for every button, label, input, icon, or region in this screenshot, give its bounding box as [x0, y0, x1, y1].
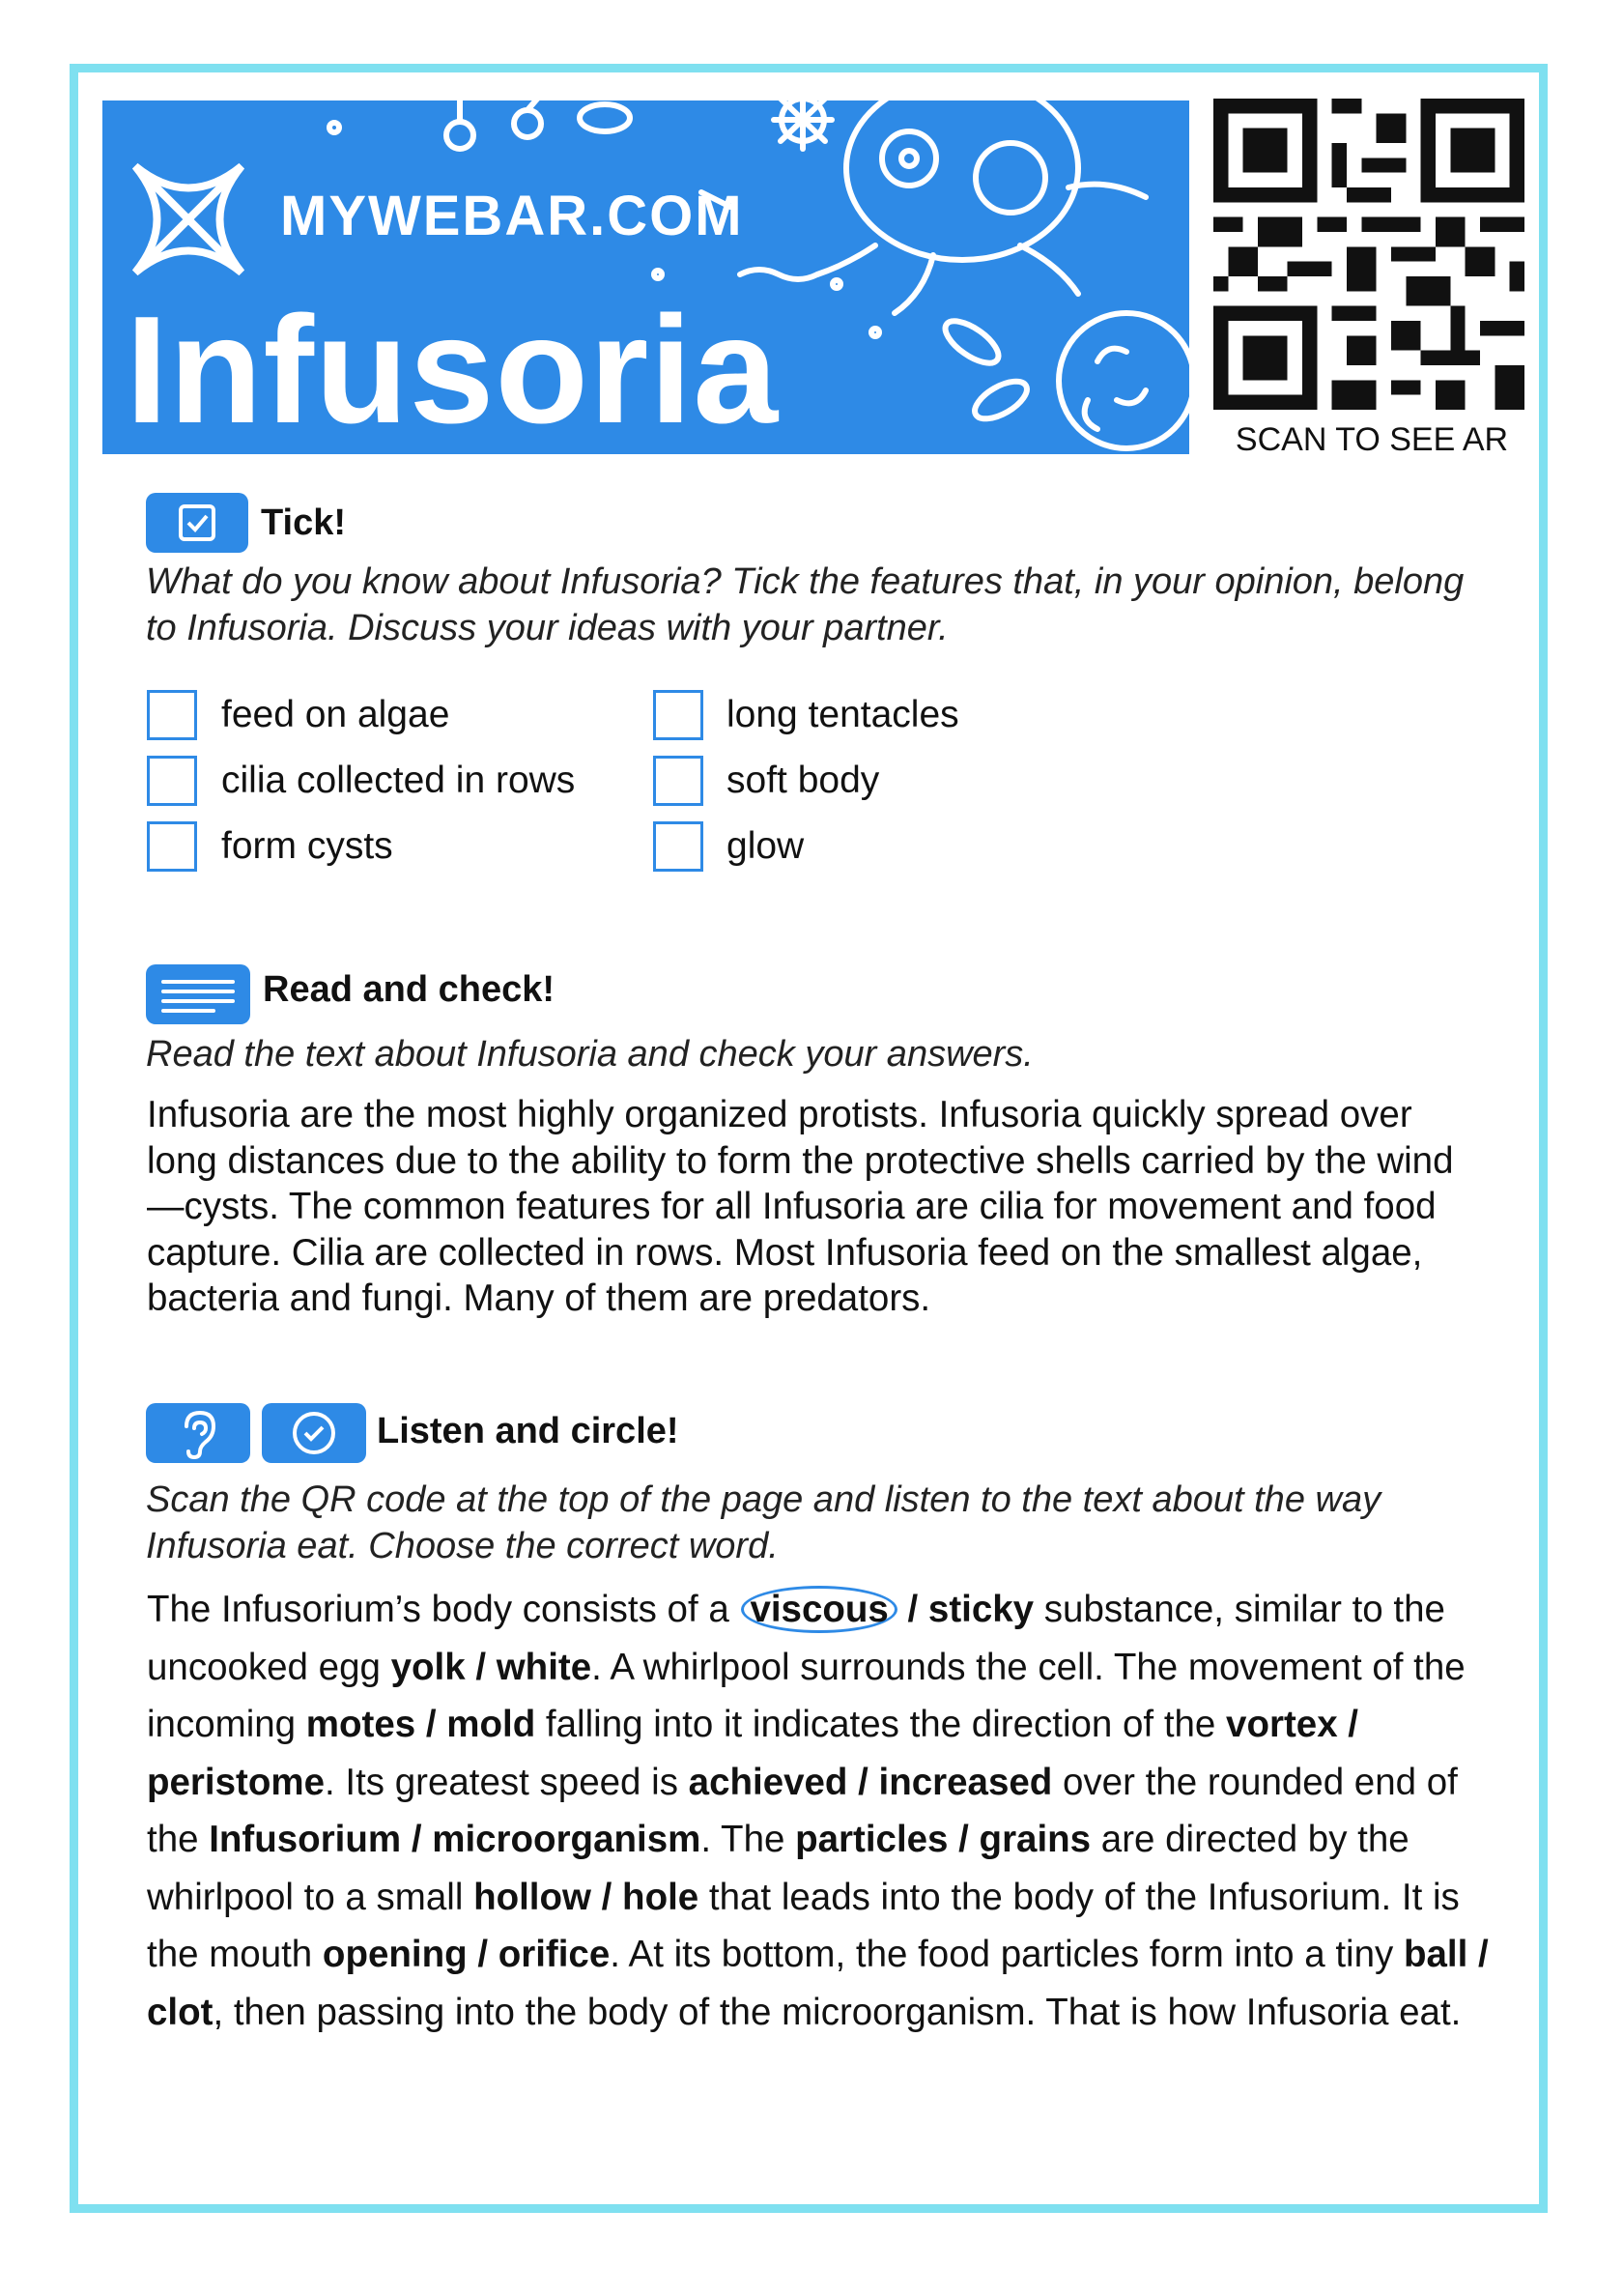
listen-heading: Listen and circle!	[377, 1411, 679, 1451]
checkbox-soft-body[interactable]	[653, 756, 703, 806]
text-segment: . At its bottom, the food particles form into a tiny	[610, 1934, 1404, 1975]
word-choice[interactable]: Infusorium / microorganism	[209, 1819, 701, 1860]
word-choice[interactable]: motes / mold	[305, 1704, 536, 1745]
option-label: long tentacles	[726, 694, 959, 735]
listen-text	[147, 1581, 1499, 2041]
circle-badge	[262, 1403, 366, 1463]
word-choice[interactable]: yolk / white	[390, 1646, 592, 1688]
read-text: Infusoria are the most highly organized protists. Infusoria quickly spread over long distances due to the ability to form the protective shells carried by the wind—cysts. The common features for all Infusoria are cilia for movement and food capture. Cilia are collected in rows. Most Infusoria feed on the smallest algae, bacteria and fungi. Many of them are predators.	[147, 1094, 1454, 1319]
text-segment: . A whirlpool surrounds the cell. The movement of the incoming	[147, 1646, 1466, 1745]
word-choice[interactable]: particles / grains	[795, 1819, 1092, 1860]
tick-instruction: What do you know about Infusoria? Tick the features that, in your opinion, belong to Infusoria. Discuss your ideas with your partner.	[146, 561, 1465, 648]
listen-instruction: Scan the QR code at the top of the page and listen to the text about the way Infusoria eat. Choose the correct word.	[146, 1479, 1381, 1566]
tick-heading: Tick!	[261, 502, 347, 543]
word-choice[interactable]: achieved / increased	[688, 1761, 1053, 1803]
option-label: glow	[726, 825, 805, 867]
tick-badge	[146, 493, 248, 553]
checkbox-cilia-in-rows[interactable]	[147, 756, 197, 806]
option-label: soft body	[726, 760, 880, 801]
option-label: feed on algae	[221, 694, 450, 735]
header-banner	[102, 100, 1189, 454]
text-segment: . The	[700, 1819, 796, 1860]
option-label: form cysts	[221, 825, 393, 867]
page-title: Infusoria	[126, 285, 780, 454]
text-lines-icon	[146, 964, 250, 1024]
ear-icon	[146, 1403, 250, 1463]
checkbox-form-cysts[interactable]	[147, 821, 197, 872]
qr-code[interactable]	[1211, 99, 1526, 410]
checkbox-glow[interactable]	[653, 821, 703, 872]
read-heading: Read and check!	[263, 969, 555, 1010]
read-instruction: Read the text about Infusoria and check your answers.	[146, 1034, 1034, 1075]
text-segment: over the rounded end of the	[147, 1761, 1458, 1860]
checkbox-icon	[146, 493, 248, 553]
qr-caption: SCAN TO SEE AR	[1235, 421, 1509, 458]
word-choice[interactable]: / sticky	[897, 1589, 1035, 1630]
text-segment: , then passing into the body of the microorganism. That is how Infusoria eat.	[213, 1991, 1462, 2033]
word-choice[interactable]: opening / orifice	[322, 1934, 611, 1975]
circle-check-icon	[262, 1403, 366, 1463]
word-choice[interactable]: viscous	[741, 1586, 897, 1633]
text-segment: that leads into the body of the Infusorium. It is the mouth	[147, 1876, 1460, 1975]
text-segment: . Its greatest speed is	[325, 1761, 689, 1803]
mywebar-logo-icon	[126, 157, 251, 282]
checkbox-long-tentacles[interactable]	[653, 690, 703, 740]
text-segment: falling into it indicates the direction of the	[535, 1704, 1227, 1745]
text-segment: are directed by the whirlpool to a small	[147, 1819, 1409, 1918]
text-segment: The Infusorium’s body consists of a	[147, 1589, 740, 1630]
word-choice[interactable]: hollow / hole	[473, 1876, 699, 1918]
listen-badge	[146, 1403, 250, 1463]
read-badge	[146, 964, 250, 1024]
word-choice[interactable]: ball / clot	[147, 1934, 1489, 2033]
text-segment: substance, similar to the uncooked egg	[147, 1589, 1445, 1688]
site-name: MYWEBAR.COM	[280, 185, 744, 247]
word-choice[interactable]: vortex / peristome	[147, 1704, 1358, 1803]
option-label: cilia collected in rows	[221, 760, 576, 801]
checkbox-feed-on-algae[interactable]	[147, 690, 197, 740]
